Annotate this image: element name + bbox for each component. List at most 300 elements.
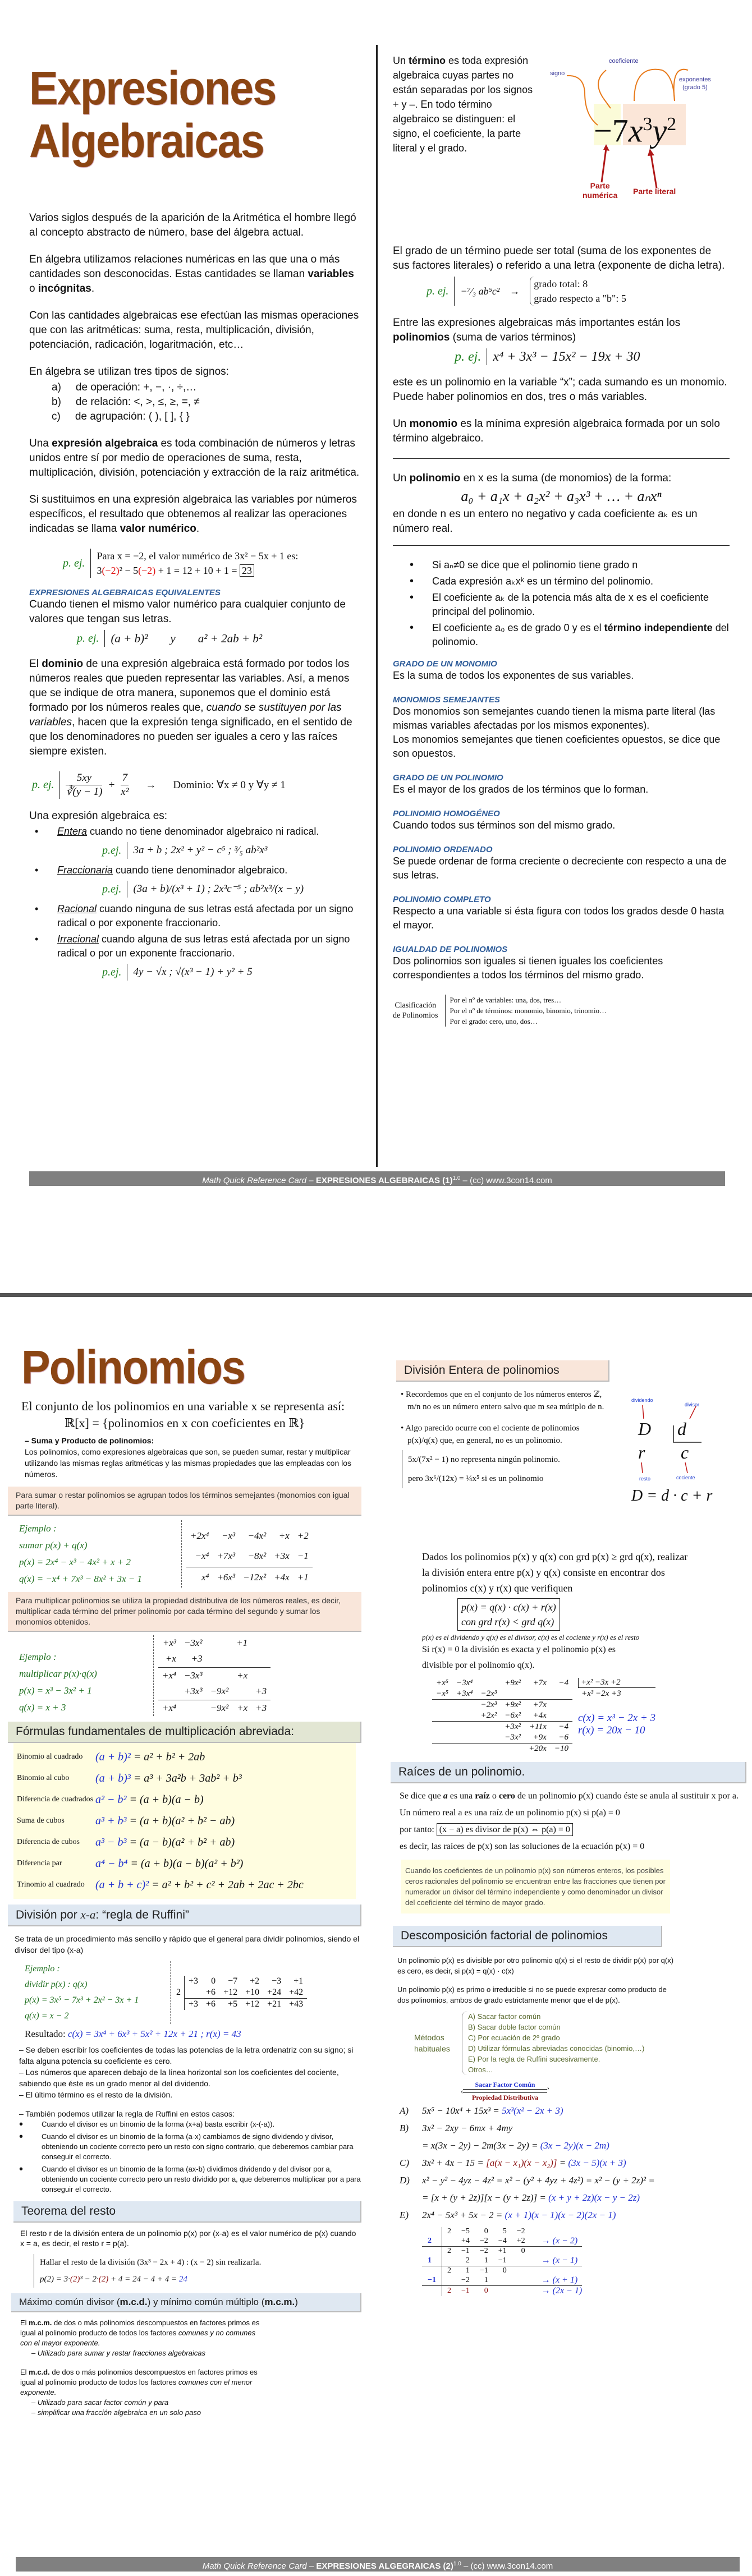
table-cell: +3x³ [184, 1686, 203, 1697]
formula-name: Trinomio al cuadrado [17, 1880, 85, 1889]
formula-expression: a³ − b³ = (a − b)(a² + b² + ab) [95, 1836, 235, 1848]
table-cell: −2 [479, 2247, 488, 2255]
example-label: p. ej. [455, 349, 482, 364]
table-row [158, 1651, 270, 1667]
table-cell [477, 1744, 501, 1755]
label-cociente: cociente [676, 1475, 695, 1480]
table-cell: +2x⁴ [190, 1530, 209, 1542]
table-cell: 0 [484, 2287, 488, 2295]
title-line-2: Algebraicas [29, 114, 264, 167]
table-row [185, 1998, 308, 2010]
long-division-right [578, 1678, 655, 1754]
tipo-name: Entera [57, 826, 88, 837]
table-cell: +2 [297, 1530, 309, 1542]
multiplicar-example-left: Ejemplo : multiplicar p(x)·q(x) p(x) = x³ − 3x² + 1 q(x) = x + 3 [19, 1635, 154, 1716]
table-row [432, 1710, 572, 1722]
table-cell: 0 [502, 2266, 507, 2275]
table-cell [452, 1700, 477, 1711]
arrow-left: ‹ [463, 2092, 547, 2094]
table-cell: +x [237, 1702, 248, 1713]
long-division [432, 1678, 746, 1754]
suma-heading: – Suma y Producto de polinomios: [25, 1436, 154, 1445]
tipo-name: Irracional [57, 933, 99, 945]
resto-heading: Teorema del resto [13, 2201, 361, 2223]
literal-arrow [651, 154, 657, 188]
tipos-intro: Una expresión algebraica es: [29, 810, 168, 822]
table-cell: +7x³ [217, 1551, 236, 1562]
clasificacion-item: Por el grado: cero, uno, dos… [450, 1017, 538, 1025]
definition [393, 845, 730, 882]
exponente-arrow [634, 70, 662, 101]
table-cell: +3x [274, 1551, 290, 1562]
division-identity-box: p(x) = q(x) · c(x) + r(x) con grd r(x) < grd q(x) [457, 1598, 560, 1631]
ruffini-example [25, 1961, 361, 2024]
table-cell: +x⁵ [436, 1678, 448, 1687]
table-row [158, 1700, 270, 1716]
table-cell: +6 [206, 1987, 216, 1997]
table-cell [185, 1987, 203, 1999]
table-cell [251, 1651, 270, 1667]
table-cell: +6x³ [217, 1571, 236, 1583]
label-exponentes: exponentes (grado 5) [679, 76, 711, 91]
table-cell [432, 1722, 452, 1733]
ruffini-root [422, 2266, 442, 2276]
descomposicion-heading: Descomposición factorial de polinomios [393, 1926, 662, 1947]
metodo-item: E) Por la regla de Ruffini sucesivamente. [468, 2055, 600, 2063]
formula-row [17, 1746, 352, 1768]
table-cell: −4 [558, 1722, 568, 1731]
table-cell: +1 [236, 1637, 248, 1649]
table-cell [251, 1667, 270, 1683]
arrow-right: › [463, 2089, 547, 2092]
table-cell: −2 [479, 2237, 488, 2245]
table-row [158, 1667, 270, 1683]
descomposicion-text-1: Un polinomio p(x) es divisible por otro polinomio q(x) si el resto de dividir p(x) por q(x) es cero, es decir, si p(x) = q(x) · c(x) [397, 1956, 674, 1975]
tipo-example: p.ej. 3a + b ; 2x² + y² − c⁵ ; ³⁄₅ ab²x³ [102, 842, 360, 859]
mcd-mcm-heading: Máximo común divisor (m.c.d.) y mínimo común múltiplo (m.c.m.) [11, 2293, 361, 2312]
ruffini-root: 1 [422, 2256, 442, 2266]
ruffini-scheme [176, 1961, 307, 2024]
example-label: p. ej. [32, 779, 54, 791]
raices-line: Un número real a es una raíz de un polinomio p(x) si p(a) = 0 [400, 1808, 620, 1818]
formulas-table [13, 1743, 356, 1899]
formula-name: Diferencia par [17, 1859, 62, 1867]
table-cell [207, 1635, 233, 1651]
metodo-item: C) Por ecuación de 2º grado [468, 2034, 560, 2042]
long-division-table [432, 1678, 572, 1754]
property-item: • El coeficiente a₀ es de grado 0 y es el término independiente del polinomio. [410, 621, 730, 649]
label-divisor: divisor [685, 1402, 700, 1407]
table-cell [180, 1700, 207, 1716]
footer-brand: Math Quick Reference Card [202, 2561, 307, 2571]
ruffini-note: – Se deben escribir los coeficientes de todas las potencias de la letra ordenatriz con su signo; si falta alguna potencia su coeficiente es cero. [19, 2045, 354, 2066]
symbol-cociente: c [681, 1442, 689, 1462]
multiplicar-example [19, 1635, 361, 1716]
example-content [402, 1450, 560, 1488]
ruffini-root: −1 [422, 2275, 442, 2286]
table-cell: 1 [465, 2266, 470, 2275]
table-cell: +10 [245, 1987, 260, 1997]
ruffini-root: 2 [422, 2236, 442, 2247]
definition-text: Dos monomios son semejantes cuando tienen la misma parte literal (las mismas variables afectadas por los mismos exponentes). Los monomios semejantes que tienen coeficientes opuestos, se dice que son opuestos. [393, 706, 721, 759]
page-title [29, 62, 334, 167]
table-cell: +21 [267, 1999, 282, 2009]
table-cell: −10 [554, 1744, 568, 1753]
table-cell: 2 [447, 2247, 451, 2255]
formula-row [17, 1810, 352, 1832]
table-cell [432, 1732, 452, 1744]
table-cell: 2 [465, 2256, 470, 2265]
long-division-r: r(x) = 20x − 10 [577, 1724, 645, 1736]
definition [393, 773, 730, 797]
table-cell: −x⁴ [195, 1551, 209, 1562]
table-cell: −2x³ [480, 1700, 497, 1709]
factor-row: = x(3x − 2y) − 2m(3x − 2y) = (3x − 2y)(x − 2m) [422, 2140, 609, 2151]
table-cell: +3 [191, 1653, 203, 1664]
table-cell [158, 1683, 180, 1700]
polinomios-paragraph: Entre las expresiones algebraicas más importantes están los polinomios (suma de varios términos) [393, 317, 681, 343]
table-cell: +11x [529, 1722, 547, 1731]
table-cell: −1 [461, 2287, 470, 2295]
table-cell: −1 [461, 2247, 470, 2255]
table-cell: −2x³ [480, 1689, 497, 1698]
table-cell: −6 [558, 1733, 568, 1742]
formula-name: Diferencia de cuadrados [17, 1795, 94, 1804]
raices-note: Cuando los coeficientes de un polinomio p(x) son números enteros, los posibles ceros racionales del polinomio se encuentran entre las fracciones que tienen por numerador un divisor del término independiente y como denominador un divisor del coeficiente del término de mayor grado. [401, 1860, 670, 1913]
signo-arrow [567, 76, 598, 125]
roles-text: p(x) es el dividendo y q(x) es el divisor, c(x) es el cociente y r(x) es el resto [422, 1633, 640, 1641]
left-column [29, 62, 360, 985]
table-cell [452, 1710, 477, 1722]
ruffini-divisor: 2 [176, 1988, 181, 1997]
definition-text: Es el mayor de los grados de los términos que lo forman. [393, 784, 649, 795]
table-row [432, 1700, 572, 1711]
table-cell [493, 2286, 512, 2297]
definition [393, 809, 730, 832]
table-cell [477, 1678, 501, 1689]
table-cell: +x [278, 1530, 290, 1542]
tipo-name: Fraccionaria [57, 864, 113, 876]
example-line: Para x = −2, el valor numérico de 3x² − 5x + 1 es: [97, 550, 299, 562]
arrow-divisor [690, 1406, 696, 1419]
table-cell [551, 1700, 572, 1711]
long-division-divisor: +x² −3x +2 [578, 1678, 655, 1688]
table-cell [501, 1744, 525, 1755]
factor-arrow: → (x + 1) [541, 2275, 578, 2285]
formula-expression: (a + b)² = a² + b² + 2ab [95, 1750, 205, 1763]
ruffini-e [422, 2227, 746, 2296]
right-column [393, 53, 730, 1027]
table-cell: −1 [498, 2256, 507, 2265]
table-cell [442, 2236, 456, 2247]
definitions-list [393, 659, 730, 982]
table-cell: −2 [516, 2227, 525, 2235]
table-cell: +43 [289, 1999, 304, 2009]
example-content [90, 549, 298, 578]
definition-title: POLINOMIO ORDENADO [393, 845, 493, 854]
dados-text: Dados los polinomios p(x) y q(x) con grd p(x) ≥ grd q(x), realizar la división entera entre p(x) y q(x) consiste en encontrar dos polinomios c(x) y r(x) que verifiquen [422, 1551, 688, 1594]
metodo-item: A) Sacar factor común [468, 2012, 541, 2021]
table-cell: −3x² [184, 1637, 203, 1649]
property-item: • Si aₙ≠0 se dice que el polinomio tiene grado n [410, 558, 730, 572]
table-cell: +2 [516, 2237, 525, 2245]
table-cell [207, 1667, 233, 1683]
metodos-list [462, 2011, 644, 2075]
table-cell: −3x³ [184, 1669, 203, 1681]
table-cell: +20x [529, 1744, 547, 1753]
multiplicar-note: Para multiplicar polinomios se utiliza la propiedad distributiva de los números reales, es decir, multiplicar cada término del primer polinomio por cada término del segundo y sumar los monomios obtenidos. [8, 1592, 361, 1632]
formulas-heading: Fórmulas fundamentales de multiplicación abreviada: [8, 1722, 361, 1743]
polinomio-where: en donde n es un entero no negativo y cada coeficiente aₖ es un número real. [393, 508, 698, 535]
table-cell: −3x⁴ [456, 1678, 473, 1687]
factor-arrow: → (x − 1) [541, 2256, 578, 2265]
footer-bar: Math Quick Reference Card – EXPRESIONES ALGEGRAICAS $(2)^{1.0} - (cc)$ www.3con14.com [16, 2557, 740, 2572]
table-cell [442, 2256, 456, 2266]
multiplicar-table [158, 1635, 270, 1716]
table-cell [477, 1732, 501, 1744]
raices-line: por tanto: (x − a) es divisor de p(x) ⇔ p(a) = 0 [400, 1821, 746, 1838]
ruffini-notes [19, 2044, 361, 2100]
table-cell: +9x² [505, 1700, 521, 1709]
tipo-name: Racional [57, 903, 97, 914]
page-top-bar [0, 1293, 752, 1297]
factor-row: A) 5x⁵ − 10x⁴ + 15x³ = 5x³(x² − 2x + 3) [400, 2105, 563, 2116]
long-division-quotient: +x³ −2x +3 [581, 1689, 621, 1698]
metodos-block [414, 2011, 746, 2075]
example-line: 3(−2)² − 5(−2) + 1 = 12 + 10 + 1 = 23 [97, 563, 298, 578]
ruffini-root [422, 2286, 442, 2297]
tipo-item: • Fraccionaria cuando tiene denominador algebraico. p.ej. (3a + b)/(x³ + 1) ; 2x³c⁻⁵ ; ab²x³/(x − y) [29, 863, 360, 898]
signo-item: a) de operación: +, −, ·, ÷,… [52, 381, 197, 393]
factor-row: B) 3x² − 2xy − 6mx + 4my [400, 2123, 513, 2133]
footer-link[interactable]: – (cc) www.3con14.com [461, 2561, 553, 2571]
formula-expression: a³ + b³ = (a + b)(a² + b² − ab) [95, 1814, 235, 1827]
suma-producto [25, 1435, 361, 1480]
definition-text: Es la suma de todos los exponentes de sus variables. [393, 670, 634, 681]
formula-row [17, 1832, 352, 1853]
table-cell: +x [165, 1653, 176, 1664]
example-line: p(2) = 3·(2)³ − 2·(2) + 4 = 24 − 4 + 4 = 24 [40, 2275, 187, 2284]
polinomio-x-paragraph: Un polinomio en x es la suma (de monomios) de la forma: [393, 472, 672, 484]
table-cell: +4x [533, 1711, 547, 1720]
definition-title: GRADO DE UN POLINOMIO [393, 773, 503, 783]
formula-name: Diferencia de cubos [17, 1838, 80, 1846]
formula-row [17, 1789, 352, 1810]
metodo-item: D) Utilizar fórmulas abreviadas conocidas (binomio,…) [468, 2044, 645, 2053]
factor-row: C) 3x² + 4x − 15 = [a(x − x₁)(x − x₂)] = (3x − 5)(x + 3) [400, 2158, 626, 2168]
factor-examples [400, 2102, 746, 2224]
table-cell: +3 [189, 1999, 199, 2009]
table-row [432, 1732, 572, 1744]
title-line-1: Expresiones [29, 62, 276, 114]
example-content: (a + b)² y a² + 2ab + b² [104, 630, 262, 647]
definition-title: POLINOMIO COMPLETO [393, 895, 491, 904]
signo-item: b) de relación: <, >, ≤, ≥, =, ≠ [52, 396, 200, 408]
bullet: • Algo parecido ocurre con el cociente de polinomios [401, 1424, 580, 1433]
page-expresiones [0, 0, 752, 1243]
page-title: Polinomios [21, 1341, 245, 1393]
table-cell [432, 1710, 452, 1722]
clasificacion-item: Por el nº de variables: una, dos, tres… [450, 996, 562, 1004]
variable-paragraph: este es un polinomio en la variable “x”; cada sumando es un monomio. Puede haber polinomios en dos, tres o más variables. [393, 376, 727, 403]
column-divider [376, 45, 378, 1167]
conjunto-formula: ℝ[x] = {polinomios en x con coeficientes en ℝ} [64, 1416, 305, 1430]
table-cell: −1 [479, 2266, 488, 2275]
table-cell: 2 [447, 2287, 451, 2295]
example-polinomio [455, 348, 730, 365]
symbol-divisor: d [677, 1419, 686, 1439]
table-cell: +4x [274, 1571, 290, 1583]
division-formula: D = d · c + r [631, 1487, 713, 1505]
table-cell [512, 2256, 530, 2266]
table-row [422, 2227, 582, 2236]
table-row [158, 1635, 270, 1651]
signos-intro: En álgebra se utilizan tres tipos de signos: [29, 366, 229, 378]
sumar-example [19, 1520, 361, 1588]
table-row [422, 2247, 582, 2256]
table-cell [442, 2275, 456, 2286]
label-coeficiente: coeficiente [609, 58, 639, 65]
table-cell [551, 1710, 572, 1722]
arrow-dividendo [643, 1405, 644, 1419]
example-line: pero 3x⁶/(12x) = ¼x⁵ si es un polinomio [408, 1474, 544, 1483]
definition-text: Respecto a una variable si ésta figura con todos los grados desde 0 hasta el mayor. [393, 905, 725, 931]
table-cell: 2 [447, 2266, 451, 2275]
raices-line: es decir, las raíces de p(x) son las soluciones de la ecuación p(x) = 0 [400, 1842, 645, 1851]
ruffini-table [184, 1976, 307, 2010]
grado-paragraph: El grado de un término puede ser total (suma de los exponentes de sus factores literales) o referido a una letra (exponente de dicha letra). [393, 245, 725, 272]
table-cell: +2 [250, 1976, 260, 1986]
table-cell [452, 1722, 477, 1733]
tipos-list [29, 825, 360, 981]
ruffini-note: – El último término es el resto de la división. [19, 2090, 173, 2099]
property-item: • Cada expresión aₖxᵏ es un término del polinomio. [410, 574, 730, 588]
table-cell: +1 [294, 1976, 304, 1986]
table-row [158, 1683, 270, 1700]
table-row [185, 1976, 308, 1987]
footer-bar: Math Quick Reference Card – EXPRESIONES ALGEBRAICAS $(1)^{1.0} - (cc)$ www.3con14.com [29, 1171, 725, 1186]
example-label: p. ej. [427, 284, 449, 297]
clasificacion-item: Por el nº de términos: monomio, binomio, trinomio… [450, 1006, 607, 1015]
label-signo: signo [550, 70, 565, 77]
definition-title: MONOMIOS SEMEJANTES [393, 695, 500, 705]
table-cell [512, 2275, 530, 2286]
table-cell [452, 1732, 477, 1744]
ruffini-text: Se trata de un procedimiento más sencillo y rápido que el general para dividir polinomios, siendo el divisor del tipo (x-a) [15, 1934, 360, 1954]
raices-line: Se dice que a es una raíz o cero de un polinomio p(x) cuando éste se anula al sustituir x por a. [400, 1791, 739, 1801]
divider [393, 458, 730, 459]
table-cell [501, 1689, 525, 1700]
table-cell [551, 1689, 572, 1700]
formula-expression: (a + b + c)² = a² + b² + c² + 2ab + 2ac + 2bc [95, 1878, 304, 1891]
tipo-item: • Racional cuando ninguna de sus letras está afectada por un signo radical o por exponente fraccionario. [35, 903, 354, 928]
table-cell: +24 [267, 1987, 282, 1997]
example-label: p. ej. [77, 632, 99, 645]
tipo-item: • Irracional cuando alguna de sus letras está afectada por un signo radical o por un exponente fraccionario. p.ej. 4y − √x ; √(x³ − 1) + y² + 5 [29, 932, 360, 981]
table-cell: +12 [223, 1987, 238, 1997]
dominio-paragraph: El dominio de una expresión algebraica está formado por todos los números reales que pueden representar las variables. Así, a menos que se indique de otra manera, suponemos que el dominio está formado por los números reales que, cuando se sustituyen por las variables, hacen que la expresión tenga significado, en el sentido de que los denominadores no pueden ser iguales a cero y las raíces siempre existen. [29, 658, 352, 757]
table-cell: +1 [297, 1571, 309, 1583]
clasificacion-list [445, 995, 607, 1027]
operaciones-paragraph: Con las cantidades algebraicas ese efectúan las mismas operaciones que con las aritméticas: suma, resta, multiplicación, división, potenciación, radicación, logaritmación, etc… [29, 310, 359, 351]
table-row [185, 1987, 308, 1999]
table-row [422, 2256, 582, 2266]
table-cell: +3x⁴ [456, 1689, 473, 1698]
footer-link[interactable]: – (cc) www.3con14.com [460, 1176, 552, 1185]
sumar-example-left: Ejemplo : sumar p(x) + q(x) p(x) = 2x⁴ − x³ − 4x² + x + 2 q(x) = −x⁴ + 7x³ − 8x² + 3x − 1 [19, 1520, 182, 1588]
table-cell [207, 1651, 233, 1667]
table-cell: +x⁴ [162, 1702, 176, 1713]
coeficiente-arrow [598, 70, 611, 108]
table-cell: 1 [484, 2276, 488, 2284]
table-cell: +x⁴ [162, 1669, 176, 1681]
factor-arrow: → (2x − 1) [541, 2286, 583, 2296]
table-cell [512, 2286, 530, 2297]
table-cell: +12 [245, 1999, 260, 2009]
table-cell: +9x² [505, 1678, 521, 1687]
division-bullets [401, 1388, 614, 1447]
example-valor [63, 549, 360, 578]
footer-title: EXPRESIONES ALGEBRAICAS (1) [315, 1176, 453, 1185]
table-cell: 5 [502, 2227, 507, 2235]
example-content: x⁴ + 3x³ − 15x² − 19x + 30 [487, 348, 640, 365]
table-cell: +3 [255, 1686, 267, 1697]
formula-expression: a⁴ − b⁴ = (a + b)(a − b)(a² + b²) [95, 1857, 244, 1870]
table-cell [525, 1689, 551, 1700]
definition-text: Dos polinomios son iguales si tienen iguales los coeficientes correspondientes a todos los términos del mismo grado. [393, 955, 663, 981]
formula-name: Suma de cubos [17, 1816, 65, 1825]
table-cell: −1 [297, 1551, 309, 1562]
suma-text: Los polinomios, como expresiones algebraicas que son, se pueden sumar, restar y multiplicar utilizando las mismas reglas aritméticas y las mismas propiedades que las empleadas con los números. [25, 1447, 352, 1479]
table-row [432, 1678, 572, 1689]
ruffini-casos-intro: – También podemos utilizar la regla de Ruffini en estos casos: [19, 2109, 235, 2118]
example-label: p. ej. [63, 556, 85, 569]
resto-example [28, 2254, 361, 2288]
table-cell: +3 [255, 1702, 267, 1713]
monomio-paragraph: Un monomio es la mínima expresión algebraica formada por un solo término algebraico. [393, 418, 720, 444]
example-content [34, 2254, 261, 2288]
example-line: Hallar el resto de la división (3x³ − 2x + 4) : (x − 2) sin realizarla. [40, 2258, 262, 2267]
equiv-heading: EXPRESIONES ALGEBRAICAS EQUIVALENTES [29, 588, 221, 597]
resto-text: El resto r de la división entera de un polinomio p(x) por (x-a) es el valor numérico de p(x) cuando x = a, es decir, el resto r = p(a). [20, 2229, 356, 2248]
ruffini-casos [19, 2119, 361, 2195]
label-parte-literal: Parte literal [633, 187, 676, 196]
exacta-text: Si r(x) = 0 la división es exacta y el polinomio p(x) es divisible por el polinomio q(x). [422, 1645, 616, 1670]
table-cell: +9x [533, 1733, 547, 1742]
formula-name: Binomio al cubo [17, 1774, 70, 1782]
definition-title: IGUALDAD DE POLINOMIOS [393, 945, 508, 954]
footer-version: 1.0 [453, 2561, 461, 2567]
mcd-text: El m.c.d. de dos o más polinomios descompuestos en factores primos es igual al polinomio producto de todos los factores comunes con el menor exponente. [20, 2368, 258, 2396]
definition [393, 659, 730, 683]
termino-block [393, 53, 730, 216]
valor-paragraph: Si sustituimos en una expresión algebraica las variables por números específicos, el resultado que obtenemos al realizar las operaciones indicadas se llama valor numérico. [29, 494, 357, 535]
mcm-text: El m.c.m. de dos o más polinomios descompuestos en factores primos es igual al polinomio producto de todos los factores comunes y no comunes con el mayor exponente. [20, 2319, 260, 2347]
termino-expression: $-7x^3y^2$ [594, 112, 677, 149]
table-cell [232, 1683, 251, 1700]
definition [393, 895, 730, 932]
arrow-bottom-label: Propiedad Distributiva [471, 2094, 539, 2101]
ruffini-e-table [422, 2227, 582, 2296]
table-row [422, 2275, 582, 2286]
page-polinomios [0, 1290, 752, 2576]
numerica-arrow [602, 149, 606, 182]
footer-title: EXPRESIONES ALGEGRAICAS (2) [316, 2561, 453, 2571]
example-equiv [77, 630, 360, 647]
example-content: −⁷⁄₃ ab⁵c² → grado total: 8 grado respecto a "b": 5 [454, 277, 626, 306]
table-cell: −9x² [210, 1686, 229, 1697]
ruffini-note: – Los números que aparecen debajo de la línea horizontal son los coeficientes del cociente, sabiendo que éste es un grado menor al del dividendo. [19, 2068, 339, 2088]
